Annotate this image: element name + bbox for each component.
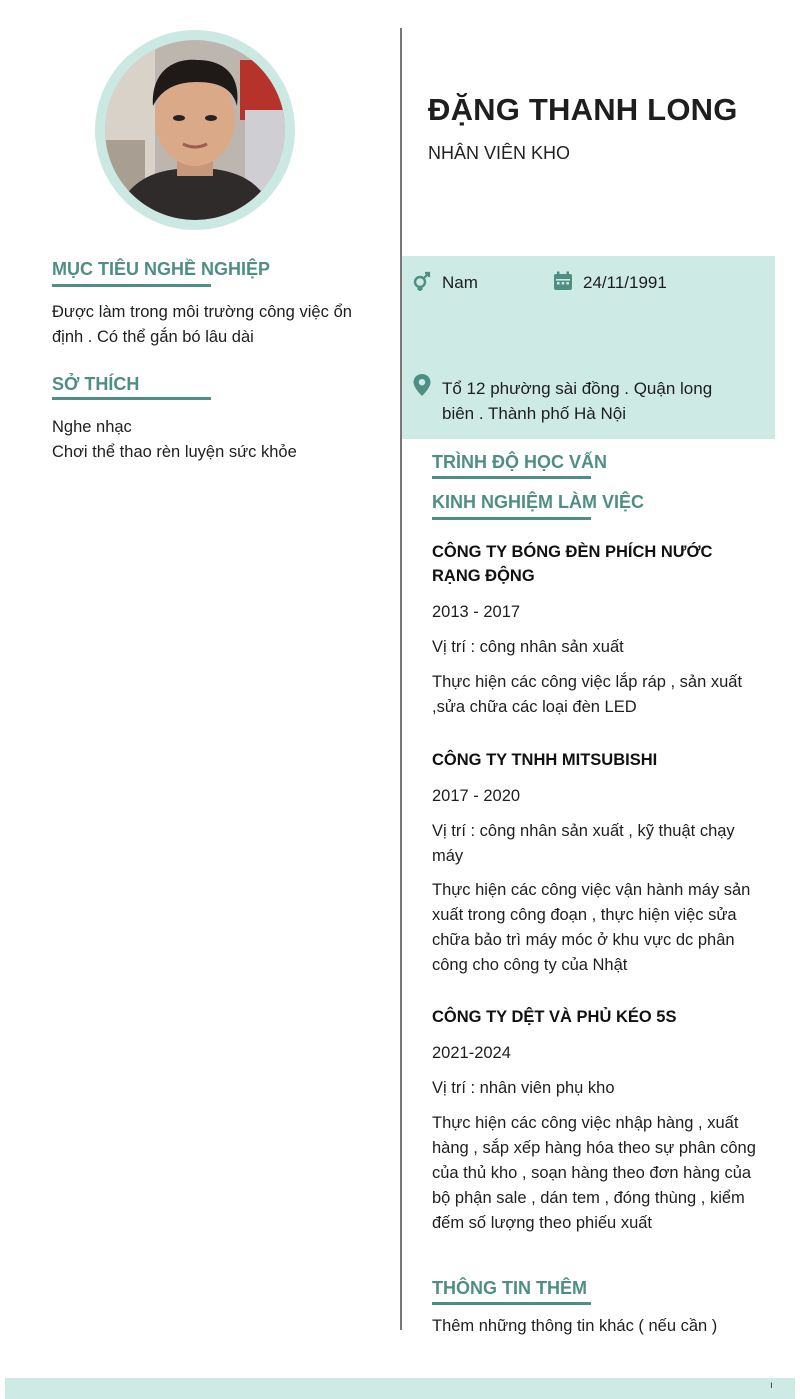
- job-period: 2017 - 2020: [432, 787, 521, 805]
- extra-info-text: Thêm những thông tin khác ( nếu cần ): [432, 1317, 718, 1335]
- objective-underline: [52, 284, 211, 287]
- dob-value: 24/11/1991: [583, 273, 667, 292]
- education-title: TRÌNH ĐỘ HỌC VẤN: [432, 452, 607, 472]
- objective-text: Được làm trong môi trường công việc ổn định . Có thể gắn bó lâu dài: [52, 303, 352, 346]
- extra-info-underline: [432, 1302, 591, 1305]
- job-position: Vị trí : công nhân sản xuất: [432, 638, 624, 656]
- experience-title: KINH NGHIỆM LÀM VIỆC: [432, 492, 645, 512]
- footer-bar: [5, 1378, 795, 1399]
- address-line-1: Tổ 12 phường sài đồng . Quận long: [442, 379, 713, 398]
- avatar: [105, 40, 285, 220]
- candidate-name: ĐẶNG THANH LONG: [428, 92, 738, 127]
- hobby-item: Chơi thể thao rèn luyện sức khỏe: [52, 443, 297, 461]
- job-company: CÔNG TY BÓNG ĐÈN PHÍCH NƯỚC RẠNG ĐỘNG: [432, 543, 713, 585]
- hobbies-title: SỞ THÍCH: [52, 374, 140, 394]
- objective-title: MỤC TIÊU NGHỀ NGHIỆP: [52, 259, 271, 279]
- address: [442, 376, 712, 426]
- extra-info-title: THÔNG TIN THÊM: [432, 1278, 587, 1298]
- page-marker: ı: [770, 1380, 773, 1391]
- job-description: Thực hiện các công việc lắp ráp , sản xuất ,sửa chữa các loại đèn LED: [432, 673, 743, 716]
- location-pin-icon: [413, 374, 431, 396]
- experience-underline: [432, 517, 591, 520]
- hobbies-underline: [52, 397, 211, 400]
- gender-icon: [412, 271, 432, 291]
- education-underline: [432, 476, 591, 479]
- job-position: Vị trí : nhân viên phụ kho: [432, 1079, 615, 1097]
- calendar-icon: [553, 271, 573, 291]
- column-divider: [400, 28, 402, 1330]
- hobbies-list: [52, 415, 372, 465]
- job-company: CÔNG TY DỆT VÀ PHỦ KÉO 5S: [432, 1008, 677, 1026]
- job-description: Thực hiện các công việc vận hành máy sản xuất trong công đoạn , thực hiện việc sửa chữa bảo trì máy móc ở khu vực dc phân công cho công ty của Nhật: [432, 881, 751, 974]
- hobby-item: Nghe nhạc: [52, 418, 132, 436]
- gender-value: Nam: [442, 273, 478, 292]
- avatar-ring: [95, 30, 295, 230]
- job-description: Thực hiện các công việc nhập hàng , xuất hàng , sắp xếp hàng hóa theo sự phân công của thủ kho , soạn hàng theo đơn hàng của bộ phận sale , dán tem , đóng thùng , kiểm đếm số lượng theo phiếu xuất: [432, 1114, 756, 1232]
- job-period: 2021-2024: [432, 1044, 511, 1062]
- job-title: NHÂN VIÊN KHO: [428, 143, 571, 163]
- job-company: CÔNG TY TNHH MITSUBISHI: [432, 751, 658, 769]
- profile-photo: [105, 40, 285, 220]
- job-period: 2013 - 2017: [432, 603, 521, 621]
- address-line-2: biên . Thành phố Hà Nội: [442, 404, 626, 423]
- job-position: Vị trí : công nhân sản xuất , kỹ thuật chạy máy: [432, 822, 735, 865]
